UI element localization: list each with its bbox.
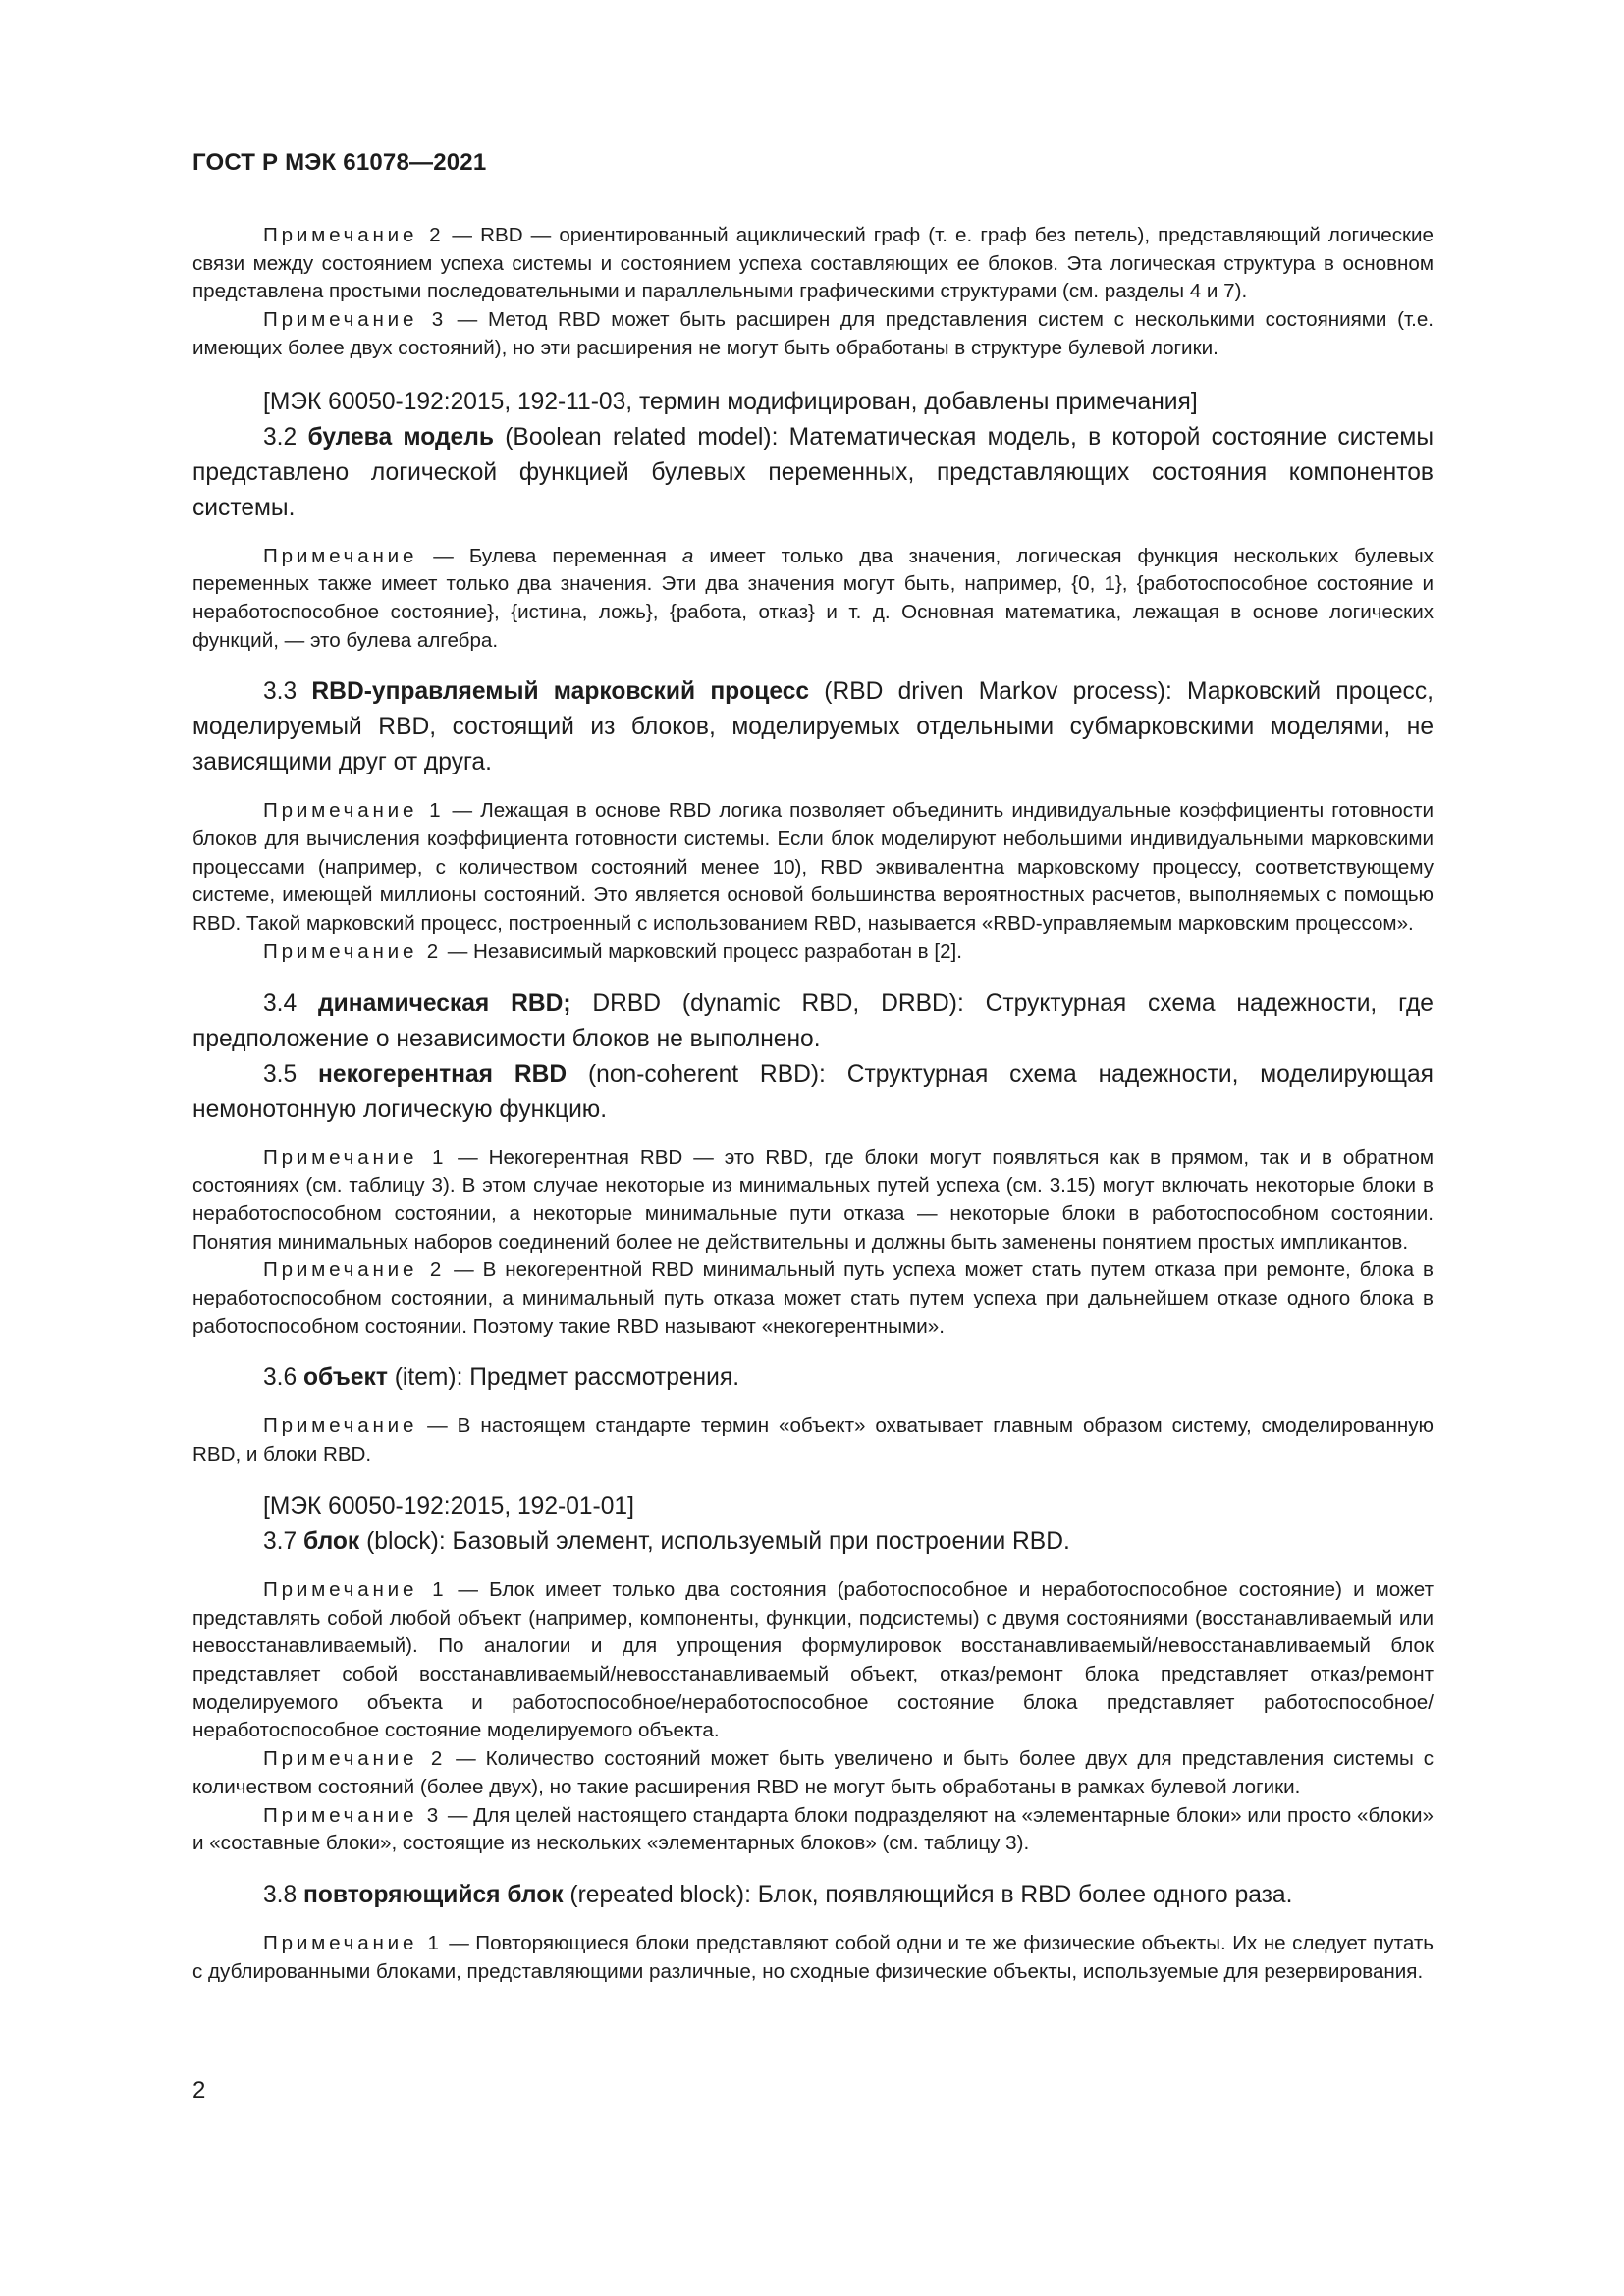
note-label: Примечание	[263, 308, 418, 332]
note-label: Примечание	[263, 799, 418, 823]
term-name: объект	[303, 1364, 388, 1392]
term-3-2: 3.2 булева модель (Boolean related model): Математическая модель, в которой состояние системы представлено логической функцией булевых переменных, представляющих состояния компонентов системы.	[192, 423, 1434, 521]
note-3-5-1: Примечание 1 — Некогерентная RBD — это RBD, где блоки могут появляться как в прямом, так и в обратном состояниях (см. таблицу 3). В этом случае некоторые из минимальных путей успеха (см. 3.15) могут включать некоторые блоки в неработоспособном состоянии, а некоторые минимальные пути отказа — некоторые блоки в работоспособном состоянии. Понятия минимальных наборов соединений более не действительны и должны быть заменены понятием простых импликантов.	[192, 1146, 1435, 1254]
note-rbd-2: Примечание 2 — RBD — ориентированный ациклический граф (т. е. граф без петель), представляющий логические связи между состоянием успеха системы и состоянием успеха составляющих ее блоков. Эта логическая структура в основном представлена простыми последовательными и параллельными графическими структурами (см. разделы 4 и 7).	[192, 224, 1434, 303]
term-name: повторяющийся блок	[303, 1881, 564, 1908]
term-3-7: 3.7 блок (block): Базовый элемент, используемый при построении RBD.	[263, 1527, 1070, 1555]
note-label: Примечание	[263, 1577, 418, 1601]
note-3-8-1: Примечание 1 — Повторяющиеся блоки представляют собой одни и те же физические объекты. Их не следует путать с дублированными блоками, представляющими различные, но сходные физические объекты, используемые для резервирования.	[192, 1931, 1434, 1983]
note-label: Примечание	[263, 1803, 418, 1827]
note-3-7-3: Примечание 3 — Для целей настоящего стандарта блоки подразделяют на «элементарные блоки» или просто «блоки» и «составные блоки», состоящие из нескольких «элементарных блоков» (см. таблицу 3).	[192, 1803, 1434, 1855]
term-3-5: 3.5 некогерентная RBD (non-coherent RBD): Структурная схема надежности, моделирующая немонотонную логическую функцию.	[192, 1060, 1434, 1123]
term-name: динамическая RBD;	[318, 989, 571, 1017]
term-3-3: 3.3 RBD-управляемый марковский процесс (RBD driven Markov process): Марковский процесс, моделируемый RBD, состоящий из блоков, моделируемых отдельными субмарковскими моделями, не зависящими друг от друга.	[192, 678, 1434, 776]
term-name: блок	[303, 1527, 360, 1555]
note-3-3-1: Примечание 1 — Лежащая в основе RBD логика позволяет объединить индивидуальные коэффициенты готовности блоков для вычисления коэффициента готовности системы. Если блок моделируют небольшими индивидуальными марковскими процессами (например, с количеством состояний менее 10), RBD эквивалентна марковскому процессу, соответствующему системе, имеющей миллионы состояний. Это является основой большинства вероятностных расчетов, выполняемых с помощью RBD. Такой марковский процесс, построенный с использованием RBD, называется «RBD-управляемым марковским процессом».	[192, 799, 1434, 935]
source-reference: [МЭК 60050-192:2015, 192-01-01]	[263, 1492, 634, 1520]
note-3-7-1: Примечание 1 — Блок имеет только два состояния (работоспособное и неработоспособное состояние) и может представлять собой любой объект (например, компоненты, функции, подсистемы) с двумя состояниями (восстанавливаемый или невосстанавливаемый). По аналогии и для упрощения формулировок восстанавливаемый/невосстанавливаемый блок представляет собой восстанавливаемый/невосстанавливаемый объект, отказ/ремонт блока представляет отказ/ремонт моделируемого объекта и работоспособное/неработоспособное состояние блока представляет работоспособное/неработоспособное состояние моделируемого объекта.	[192, 1577, 1434, 1742]
note-label: Примечание	[263, 1258, 418, 1282]
variable-symbol: a	[681, 544, 694, 567]
term-name: некогерентная RBD	[318, 1060, 568, 1088]
term-3-4: 3.4 динамическая RBD; DRBD (dynamic RBD, DRBD): Структурная схема надежности, где предположение о независимости блоков не выполнено.	[192, 989, 1434, 1052]
note-label: Примечание	[263, 544, 418, 567]
document-body	[192, 222, 1434, 1986]
term-3-6: 3.6 объект (item): Предмет рассмотрения.	[263, 1364, 740, 1392]
note-3-3-2: Примечание 2 — Независимый марковский процесс разработан в [2].	[263, 939, 962, 963]
term-name: RBD-управляемый марковский процесс	[311, 678, 810, 706]
note-rbd-3: Примечание 3 — Метод RBD может быть расширен для представления систем с несколькими состояниями (т.е. имеющих более двух состояний), но эти расширения не могут быть обработаны в структуре булевой логики.	[192, 308, 1435, 359]
note-label: Примечание	[263, 1415, 418, 1438]
note-3-2: Примечание — Булева переменная a имеет только два значения, логическая функция нескольких булевых переменных также имеет только два значения. Эти два значения могут быть, например, {0, 1}, {работоспособное состояние и неработоспособное состояние}, {истина, ложь}, {работа, отказ} и т. д. Основная математика, лежащая в основе логических функций, — это булева алгебра.	[192, 544, 1434, 652]
term-3-8: 3.8 повторяющийся блок (repeated block): Блок, появляющийся в RBD более одного раза.	[263, 1881, 1293, 1908]
note-3-5-2: Примечание 2 — В некогерентной RBD минимальный путь успеха может стать путем отказа при ремонте, блока в неработоспособном состоянии, а минимальный путь отказа может стать путем успеха при дальнейшем отказе одного блока в работоспособном состоянии. Поэтому такие RBD называют «некогерентными».	[192, 1258, 1434, 1338]
note-label: Примечание	[263, 224, 418, 246]
note-label: Примечание	[263, 939, 418, 963]
note-label: Примечание	[263, 1146, 418, 1169]
note-3-6: Примечание — В настоящем стандарте термин «объект» охватывает главным образом систему, смоделированную RBD, и блоки RBD.	[192, 1415, 1434, 1467]
note-label: Примечание	[263, 1931, 418, 1954]
document-header: ГОСТ Р МЭК 61078—2021	[192, 149, 487, 176]
note-label: Примечание	[263, 1747, 418, 1771]
source-reference: [МЭК 60050-192:2015, 192-11-03, термин модифицирован, добавлены примечания]	[263, 388, 1198, 415]
page-number: 2	[192, 2077, 206, 2104]
note-3-7-2: Примечание 2 — Количество состояний может быть увеличено и быть более двух для представления системы с количеством состояний (более двух), но такие расширения RBD не могут быть обработаны в рамках булевой логики.	[192, 1747, 1434, 1798]
term-name: булева модель	[307, 423, 494, 451]
